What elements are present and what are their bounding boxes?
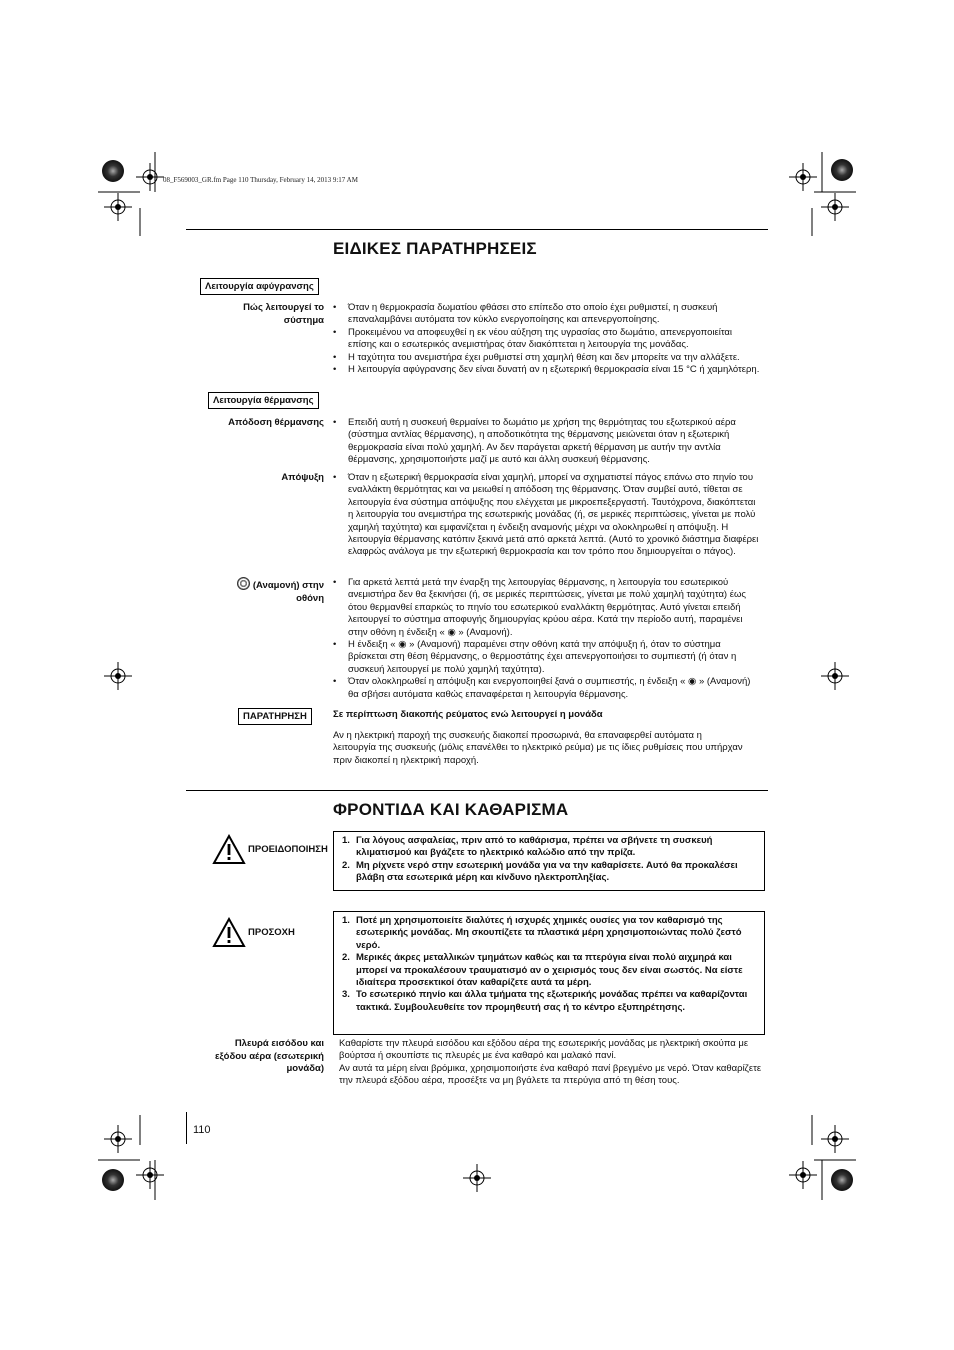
page-number-rule <box>186 1112 187 1144</box>
list-item: • Για αρκετά λεπτά μετά την έναρξη της λειτουργίας θέρμανσης, η λειτουργία του εσωτερικού ανεμιστήρα δεν θα ξεκινήσει (ή, σε μερικές περιπτώσεις, γίνεται με πολύ χαμηλή ταχύτητα) έως ότου θερμανθεί επαρκώς το πηνίο του εσωτερικού εναλλάκτη θερμότητας. Αυτό γίνεται επειδή λειτουργεί το σύστημα αποφυγής δημιουργίας κρύου αέρα. Κατά την περίοδο αυτή, παραμένει στην οθόνη η ένδειξη « ◉ » (Αναμονή). <box>333 577 761 639</box>
heating-perf-list <box>333 417 761 467</box>
list-item <box>338 915 758 952</box>
caution-word: ΠΡΟΣΟΧΗ <box>248 927 295 938</box>
heating-label: Λειτουργία θέρμανσης <box>208 392 319 409</box>
warning-box <box>333 831 765 891</box>
section-title: ΦΡΟΝΤΙΔΑ ΚΑΙ ΚΑΘΑΡΙΣΜΑ <box>333 800 569 819</box>
inlet-outlet-label: Πλευρά εισόδου και εξόδου αέρα (εσωτερική μονάδα) <box>215 1038 324 1074</box>
list-item: • Όταν ολοκληρωθεί η απόψυξη και ενεργοποιηθεί ξανά ο συμπιεστής, η ένδειξη « ◉ » (Αναμονή) θα σβήσει αυτόματα καθώς επαναφέρεται η λειτουργία θέρμανσης. <box>333 676 761 701</box>
list-item: • Επειδή αυτή η συσκευή θερμαίνει το δωμάτιο με χρήση της θερμότητας του εξωτερικού αέρα (σύστημα αντλίας θέρμανσης), η αποδοτικότητα της θέρμανσης μειώνεται όταν η εξωτερική θερμοκρασία είναι πολύ χαμηλή. Αν δεν παράγεται αρκετή θέρμανση με αυτήν την αντλία θέρμανσης, χρησιμοποιήστε μαζί με αυτό και άλλη συσκευή θέρμανσης. <box>333 417 761 467</box>
caution-badge <box>212 917 295 948</box>
item-number: 1. <box>342 835 350 846</box>
inlet-outlet-text-2: Αν αυτά τα μέρη είναι βρόμικα, χρησιμοποιήστε ένα καθαρό πανί βρεγμένο με νερό. Όταν καθαρίζετε την πλευρά εξόδου αέρα, προσέξτε να μη βγάλετε τα πτερύγια από τη θέση τους. <box>339 1062 762 1087</box>
list-item <box>338 835 758 860</box>
item-text: Το εσωτερικό πηνίο και άλλα τμήματα της εξωτερικής μονάδας πρέπει να καθαρίζονται τακτικά. Συμβουλευθείτε τον προμηθευτή σας ή το κέντρο εξυπηρέτησης. <box>356 989 748 1013</box>
page-number: 110 <box>193 1124 211 1136</box>
section-rule <box>186 790 768 791</box>
standby-label <box>214 577 324 605</box>
list-item: • Όταν η εξωτερική θερμοκρασία είναι χαμηλή, μπορεί να σχηματιστεί πάγος επάνω στο πηνίο του εναλλάκτη θερμότητας και να μειωθεί η απόδοση της θέρμανσης. Όταν συμβεί αυτό, τίθεται σε λειτουργία ένα σύστημα απόψυξης που ελέγχεται με μικροεπεξεργαστή. Ταυτόχρονα, διακόπτεται η λειτουργία του ανεμιστήρα της εσωτερικής μονάδας (ή, σε μερικές περιπτώσεις, γίνεται με πολύ χαμηλή ταχύτητα) και εμφανίζεται η ένδειξη αναμονής μέχρι να ολοκληρωθεί η απόψυξη. Η λειτουργία θέρμανσης κατόπιν ξεκινά μετά από αρκετά λεπτά. (Αυτό το χρονικό διάστημα διαφέρει ελαφρώς ανάλογα με την εξωτερική θερμοκρασία και τον τρόπο που δημιουργείται ο πάγος). <box>333 472 761 559</box>
defrost-label: Απόψυξη <box>281 472 324 483</box>
note-text: Αν η ηλεκτρική παροχή της συσκευής διακοπεί προσωρινά, θα επαναφερθεί αυτόματα η λειτουργία της συσκευής (μόλις επανέλθει το ηλεκτρικό ρεύμα) με τις ίδιες ρυθμίσεις που υπήρχαν πριν διακοπεί η ηλεκτρική παροχή. <box>333 730 743 766</box>
caution-triangle-icon <box>212 917 246 948</box>
standby-icon <box>237 577 250 590</box>
note-label: ΠΑΡΑΤΗΡΗΣΗ <box>238 708 312 725</box>
warning-triangle-icon <box>212 834 246 865</box>
section-title: ΕΙΔΙΚΕΣ ΠΑΡΑΤΗΡΗΣΕΙΣ <box>333 239 537 258</box>
section-rule <box>186 229 768 230</box>
standby-list <box>333 577 761 701</box>
item-number: 3. <box>342 989 350 1001</box>
heating-perf-label: Απόδοση θέρμανσης <box>228 417 324 428</box>
inlet-outlet-text <box>339 1038 764 1088</box>
item-number: 1. <box>342 915 350 926</box>
list-item <box>338 860 758 885</box>
warning-badge <box>212 834 328 865</box>
warning-word: ΠΡΟΕΙΔΟΠΟΙΗΣΗ <box>248 844 328 855</box>
dehumid-list <box>333 302 761 376</box>
list-item <box>338 989 758 1014</box>
defrost-list <box>333 472 761 559</box>
list-item: • Η ταχύτητα του ανεμιστήρα έχει ρυθμιστεί στη χαμηλή θέση και δεν μπορείτε να την αλλάξετε. <box>333 352 761 364</box>
list-item: • Όταν η θερμοκρασία δωματίου φθάσει στο επίπεδο στο οποίο έχει ρυθμιστεί, η συσκευή επαναλαμβάνει αυτόματα τον κύκλο ενεργοποίησης και απενεργοποίησης. <box>333 302 761 327</box>
list-item <box>338 952 758 989</box>
note-heading: Σε περίπτωση διακοπής ρεύματος ενώ λειτουργεί η μονάδα <box>333 709 603 720</box>
inlet-outlet-text-1: Καθαρίστε την πλευρά εισόδου και εξόδου αέρα της εσωτερικής μονάδας με ηλεκτρική σκούπα με βούρτσα ή σκουπίστε τις πλευρές με ένα καθαρό και μαλακό πανί. <box>339 1038 749 1062</box>
caution-box <box>333 911 765 1035</box>
file-info: 08_F569003_GR.fm Page 110 Thursday, February 14, 2013 9:17 AM <box>163 176 358 184</box>
color-dot-mark <box>102 160 124 182</box>
list-item: • Προκειμένου να αποφευχθεί η εκ νέου αύξηση της υγρασίας στο δωμάτιο, απενεργοποιείται επίσης και ο εσωτερικός ανεμιστήρας όταν διακόπτεται η λειτουργία της μονάδας. <box>333 327 761 352</box>
item-text: Μη ρίχνετε νερό στην εσωτερική μονάδα για να την καθαρίσετε. Αυτό θα προκαλέσει βλάβη στα εσωτερικά μέρη και κίνδυνο ηλεκτροπληξίας. <box>356 859 738 884</box>
item-number: 2. <box>342 952 350 964</box>
list-item: • Η ένδειξη « ◉ » (Αναμονή) παραμένει στην οθόνη κατά την απόψυξη ή, όταν το σύστημα βρίσκεται στη θέση θέρμανσης, ο θερμοστάτης έχει απενεργοποιήσει το συμπιεστή (ή όταν η συσκευή λειτουργεί με πολύ χαμηλή ταχύτητα). <box>333 639 761 676</box>
list-item: • Η λειτουργία αφύγρανσης δεν είναι δυνατή αν η εξωτερική θερμοκρασία είναι 15 °C ή χαμηλότερη. <box>333 364 761 376</box>
item-text: Μερικές άκρες μεταλλικών τμημάτων καθώς και τα πτερύγια είναι πολύ αιχμηρά και μπορεί να προκαλέσουν τραυματισμό αν ο χειρισμός τους δεν είναι σωστός. Να είστε ιδιαίτερα προσεκτικοί όταν καθαρίζετε αυτά τα μέρη. <box>356 952 743 989</box>
standby-label-text: (Αναμονή) στην οθόνη <box>252 580 324 604</box>
dehumid-label: Λειτουργία αφύγρανσης <box>200 278 319 295</box>
how-it-works-label: Πώς λειτουργεί το σύστημα <box>243 302 324 326</box>
item-number: 2. <box>342 859 350 871</box>
item-text: Ποτέ μη χρησιμοποιείτε διαλύτες ή ισχυρές χημικές ουσίες για τον καθαρισμό της εσωτερικής μονάδας. Μη σκουπίζετε τα πλαστικά μέρη χρησιμοποιώντας πολύ ζεστό νερό. <box>356 915 742 951</box>
item-text: Για λόγους ασφαλείας, πριν από το καθάρισμα, πρέπει να σβήνετε τη συσκευή κλιματισμού και βγάζετε το ηλεκτρικό καλώδιο από την πρίζα. <box>356 835 713 859</box>
